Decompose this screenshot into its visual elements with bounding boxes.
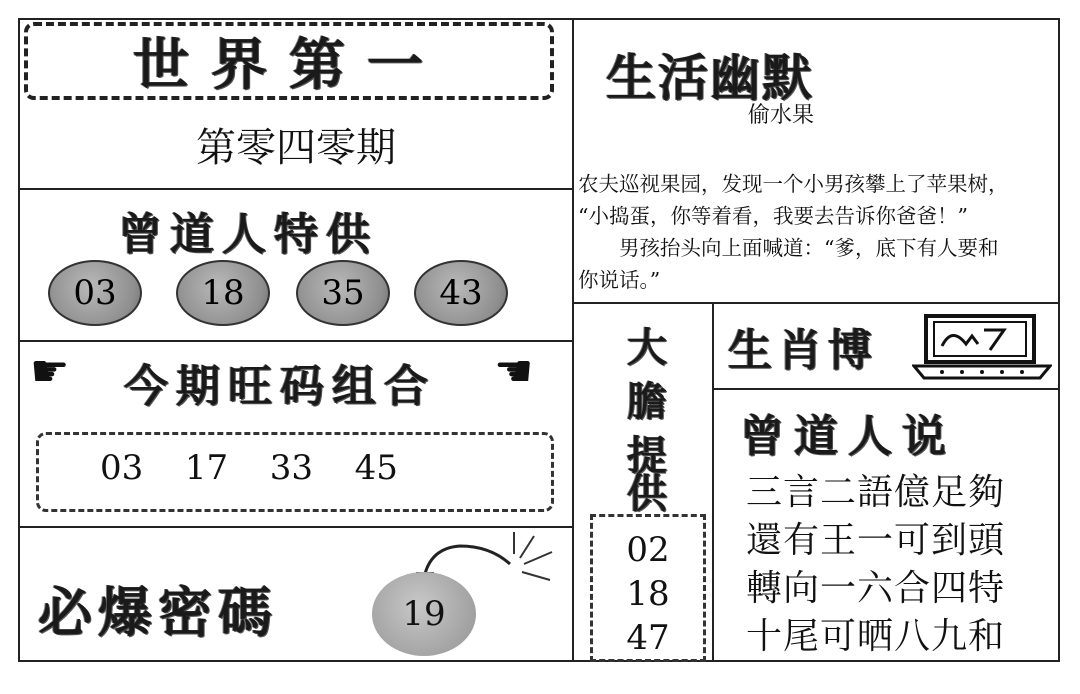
daring-pick-number: 47: [626, 618, 670, 658]
pointing-hand-left-icon: ☚: [494, 346, 534, 397]
divider-4: [572, 302, 1060, 304]
humor-line: “小捣蛋，你等着看，我要去告诉你爸爸！”: [578, 204, 968, 228]
hot-combo-title: 今期旺码组合: [124, 361, 436, 412]
humor-line: 男孩抬头向上面喊道：“爹，底下有人要和: [578, 236, 999, 260]
issue-number: 第零四零期: [196, 125, 396, 171]
masthead-title-box: [24, 22, 554, 100]
sayings-line: 十尾可晒八九和: [746, 616, 1006, 657]
secret-code-number: 19: [402, 594, 446, 634]
ball-number: 18: [201, 273, 245, 313]
divider-6: [712, 388, 1060, 390]
secret-code-title: 必爆密碼: [38, 581, 278, 644]
daring-pick-char: 膽: [627, 379, 667, 425]
humor-title: 生活幽默: [606, 49, 814, 107]
divider-1: [18, 188, 573, 190]
daring-pick-number: 18: [626, 574, 670, 614]
secret-code-bomb: [372, 572, 476, 656]
special-pick-ball: [296, 260, 390, 326]
humor-line: 你说话。”: [578, 268, 661, 292]
daring-pick-number: 02: [626, 530, 670, 570]
ball-number: 35: [321, 273, 365, 313]
ball-number: 43: [439, 273, 483, 313]
ball-number: 03: [73, 273, 117, 313]
special-pick-ball: [414, 260, 508, 326]
special-pick-title: 曾道人特供: [118, 209, 378, 260]
pointing-hand-right-icon: ☛: [30, 346, 70, 397]
laptop-icon: [912, 314, 1052, 380]
sayings-title: 曾道人说: [740, 411, 956, 462]
sayings-line: 轉向一六合四特: [746, 568, 1006, 609]
divider-5: [712, 302, 714, 662]
humor-line: 农夫巡视果园，发现一个小男孩攀上了苹果树，: [578, 172, 1009, 196]
hot-combo-numbers: 03 17 33 45: [100, 448, 398, 488]
sayings-line: 三言二語億足夠: [746, 472, 1006, 513]
divider-2: [18, 340, 573, 342]
special-pick-ball: [176, 260, 270, 326]
humor-subtitle: 偷水果: [748, 103, 815, 128]
daring-pick-char: 大: [627, 325, 667, 371]
daring-pick-char: 提: [627, 433, 667, 479]
humor-story: [578, 168, 1056, 296]
sayings-line: 還有王一可到頭: [746, 520, 1006, 561]
daring-pick-char: 供: [627, 471, 667, 517]
zodiac-title: 生肖博: [728, 325, 878, 376]
special-pick-ball: [48, 260, 142, 326]
masthead-title: 世界第一: [133, 33, 445, 98]
